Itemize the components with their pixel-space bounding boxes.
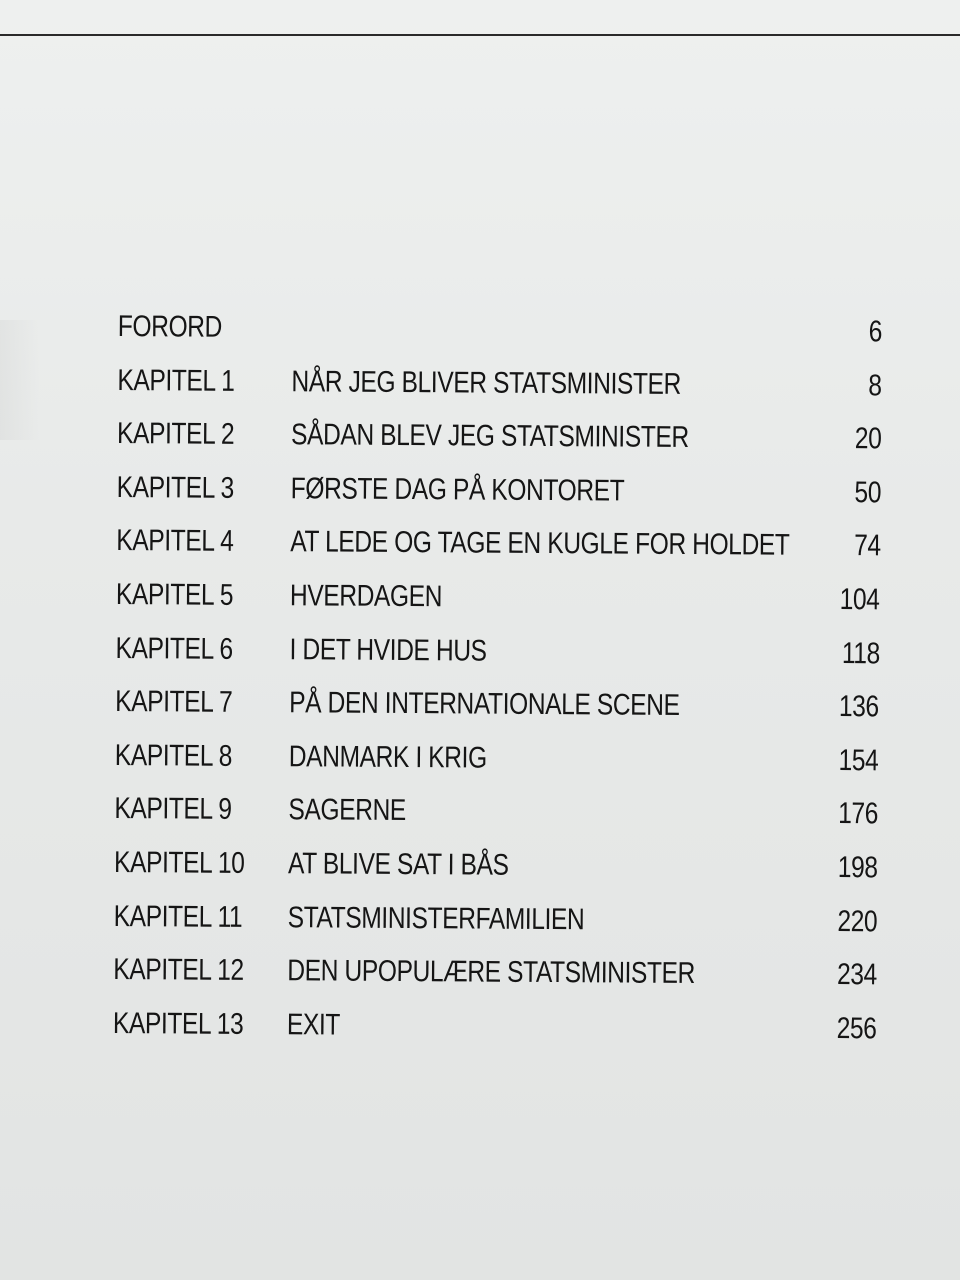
toc-label: KAPITEL 5 [115, 577, 234, 612]
toc-label: KAPITEL 7 [115, 685, 233, 719]
toc-page-number: 118 [841, 636, 880, 670]
toc-row-chapter-11 [114, 890, 878, 949]
toc-page-number: 104 [839, 583, 881, 617]
toc-title: DEN UPOPULÆRE STATSMINISTER [287, 954, 696, 991]
toc-page-number: 256 [836, 1011, 878, 1046]
toc-title: HVERDAGEN [289, 579, 443, 614]
toc-label: FORORD [117, 309, 223, 344]
toc-label: KAPITEL 10 [113, 845, 245, 880]
toc-label: KAPITEL 2 [116, 417, 235, 452]
toc-title: PÅ DEN INTERNATIONALE SCENE [289, 686, 680, 723]
toc-row-foreword [118, 300, 882, 359]
toc-page-number: 136 [839, 690, 880, 724]
toc-row-chapter-7 [115, 675, 879, 734]
toc-row-chapter-6 [115, 622, 879, 681]
toc-row-chapter-1 [117, 354, 881, 413]
toc-title: STATSMINISTERFAMILIEN [287, 900, 585, 936]
toc-title: EXIT [286, 1007, 341, 1042]
toc-page-number: 198 [838, 850, 879, 885]
toc-title: AT LEDE OG TAGE EN KUGLE FOR HOLDET [290, 525, 790, 563]
toc-label: KAPITEL 6 [115, 631, 233, 666]
toc-row-chapter-13 [113, 997, 877, 1056]
toc-page-number: 6 [868, 315, 882, 349]
toc-label: KAPITEL 9 [114, 792, 232, 827]
toc-label: KAPITEL 11 [113, 899, 243, 934]
toc-label: KAPITEL 4 [116, 524, 234, 559]
toc-page-number: 234 [837, 958, 878, 992]
toc-label: KAPITEL 8 [114, 738, 233, 773]
toc-row-chapter-12 [113, 943, 877, 1002]
toc-row-chapter-8 [115, 729, 879, 788]
toc-label: KAPITEL 13 [112, 1006, 244, 1041]
toc-title: DANMARK I KRIG [288, 739, 487, 775]
toc-row-chapter-10 [114, 836, 878, 895]
toc-page-number: 74 [853, 529, 881, 563]
toc-title: NÅR JEG BLIVER STATSMINISTER [291, 364, 682, 401]
toc-page-number: 50 [854, 475, 881, 510]
show-through-shadow [0, 320, 40, 440]
top-rule [0, 34, 960, 36]
toc-title: SÅDAN BLEV JEG STATSMINISTER [290, 418, 689, 455]
toc-title: I DET HVIDE HUS [289, 632, 487, 668]
toc-label: KAPITEL 1 [117, 363, 235, 398]
toc-page-number: 176 [838, 797, 879, 831]
toc-page-number: 20 [854, 422, 882, 456]
toc-label: KAPITEL 3 [116, 470, 234, 505]
toc-page-number: 154 [838, 743, 879, 778]
toc-page-number: 8 [868, 368, 882, 402]
toc-title: SAGERNE [288, 793, 406, 828]
toc-row-chapter-2 [117, 407, 881, 466]
toc-row-chapter-4 [116, 514, 880, 573]
toc-title: AT BLIVE SAT I BÅS [287, 847, 509, 882]
toc-row-chapter-5 [116, 568, 880, 627]
toc-row-chapter-9 [114, 782, 878, 841]
table-of-contents [113, 300, 882, 1056]
toc-page-number: 220 [837, 904, 878, 938]
toc-row-chapter-3 [117, 461, 881, 520]
toc-label: KAPITEL 12 [113, 953, 244, 988]
toc-title: FØRSTE DAG PÅ KONTORET [290, 471, 625, 508]
